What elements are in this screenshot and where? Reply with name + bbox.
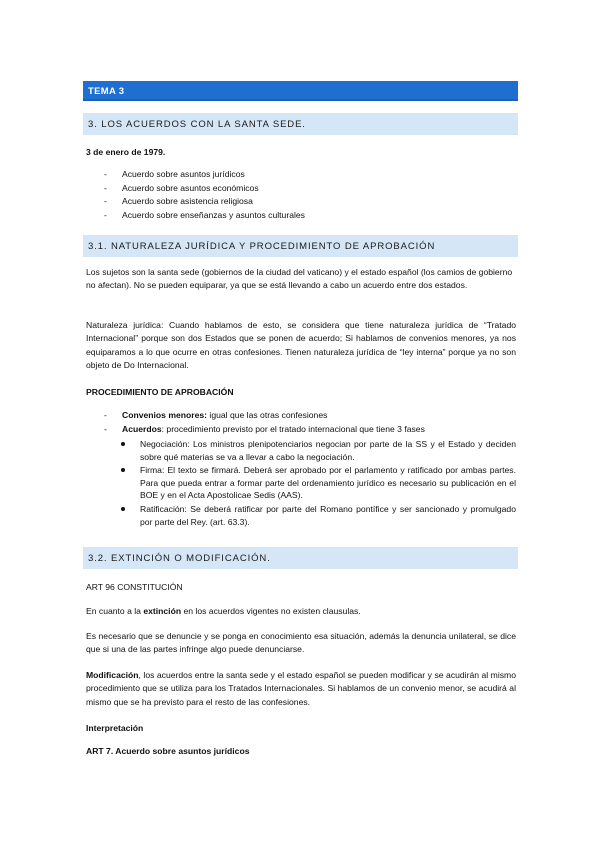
list-item: [118, 503, 516, 528]
list-item-text: Acuerdo sobre asuntos jurídicos: [122, 169, 245, 179]
tema-header: TEMA 3: [83, 81, 518, 101]
paragraph-denuncia: Es necesario que se denuncie y se ponga en conocimiento esa situación, además la denuncia unilateral, se dice que si una de las partes infringe algo puede denunciarse.: [86, 631, 516, 655]
art7-heading: ART 7. Acuerdo sobre asuntos jurídicos: [86, 746, 250, 756]
list-item-text: : procedimiento previsto por el tratado internacional que tiene 3 fases: [161, 423, 425, 434]
procedimiento-list: [104, 409, 425, 436]
list-item: [118, 464, 516, 502]
text-bold: extinción: [143, 606, 182, 616]
list-item: - Acuerdo sobre enseñanzas y asuntos culturales: [104, 209, 305, 220]
paragraph-naturaleza: Naturaleza jurídica: Cuando hablamos de esto, se considera que tiene naturaleza jurídica de “Tratado Internacional” porque son dos Estados que se ponen de acuerdo; Si hablamos de convenios menores, ya nos equiparamos a lo que ocurre en otras confesiones. Tienen naturaleza jurídica de “ley interna” porque ya no son objeto de Do Internacional.: [86, 320, 516, 370]
list-item-text: Acuerdo sobre enseñanzas y asuntos culturales: [122, 209, 305, 220]
list-item: - Acuerdo sobre asuntos jurídicos: [104, 169, 245, 179]
list-item-bold: Acuerdos: [122, 423, 162, 434]
acuerdos-list: [104, 168, 305, 222]
art96-text: ART 96 CONSTITUCIÓN: [86, 582, 183, 592]
list-item: [118, 438, 516, 463]
paragraph-modificacion: [86, 669, 516, 709]
list-item-text: Negociación: Los ministros plenipotenciarios negocian por parte de la SS y el Estado y deciden sobre qué materias se va a llevar a cabo la negociación.: [140, 439, 516, 462]
list-item: - Acuerdo sobre asuntos económicos: [104, 182, 259, 193]
interpretacion-heading: Interpretación: [86, 723, 144, 733]
text-fragment: en los acuerdos vigentes no existen clausulas.: [181, 606, 361, 616]
fecha-text: 3 de enero de 1979.: [86, 147, 166, 157]
section-heading-naturaleza: 3.1. NATURALEZA JURÍDICA Y PROCEDIMIENTO DE APROBACIÓN: [83, 235, 518, 257]
section-heading-acuerdos: 3. LOS ACUERDOS CON LA SANTA SEDE.: [83, 113, 518, 135]
list-item: - Acuerdo sobre asistencia religiosa: [104, 196, 253, 206]
text-bold: Modificación: [86, 670, 139, 680]
list-item: - Acuerdos: procedimiento previsto por el tratado internacional que tiene 3 fases: [104, 423, 425, 434]
procedimiento-heading: PROCEDIMIENTO DE APROBACIÓN: [86, 387, 234, 397]
bullet-icon: [121, 507, 125, 511]
list-item-text: Ratificación: Se deberá ratificar por parte del Romano pontífice y ser sancionado y promulgado por parte del Rey. (art. 63.3).: [140, 503, 516, 527]
list-item: - Convenios menores: igual que las otras confesiones: [104, 410, 328, 420]
list-item-text: Acuerdo sobre asuntos económicos: [122, 182, 259, 193]
paragraph-sujetos: Los sujetos son la santa sede (gobiernos de la ciudad del vaticano) y el estado español (los camios de gobierno no afectan). No se pueden equiparar, ya que se está llevando a cabo un acuerdo entre dos estados.: [86, 267, 513, 291]
fases-list: [118, 438, 516, 529]
list-item-bold: Convenios menores:: [122, 410, 208, 420]
list-item-text: igual que las otras confesiones: [207, 410, 328, 420]
bullet-icon: [121, 468, 125, 472]
section-heading-extincion: 3.2. EXTINCIÓN O MODIFICACIÓN.: [83, 547, 518, 569]
text-fragment: , los acuerdos entre la santa sede y el estado español se pueden modificar y se acudirán al mismo procedimiento que se utiliza para los Tratados Internacionales. Si hablamos de un convenio menor, se acudirá al mismo que se ha previsto para el resto de las confesiones.: [86, 670, 516, 707]
text-fragment: En cuanto a la: [86, 606, 144, 616]
bullet-icon: [121, 442, 125, 446]
list-item-text: Firma: El texto se firmará. Deberá ser aprobado por el parlamento y ratificado por ambas partes. Para que pueda entrar a formar parte del ordenamiento jurídico es necesario su publicación en el BOE y en el Acta Apostolicae Sedis (AAS).: [140, 465, 516, 501]
list-item-text: Acuerdo sobre asistencia religiosa: [122, 196, 253, 206]
paragraph-extincion: [86, 605, 516, 618]
